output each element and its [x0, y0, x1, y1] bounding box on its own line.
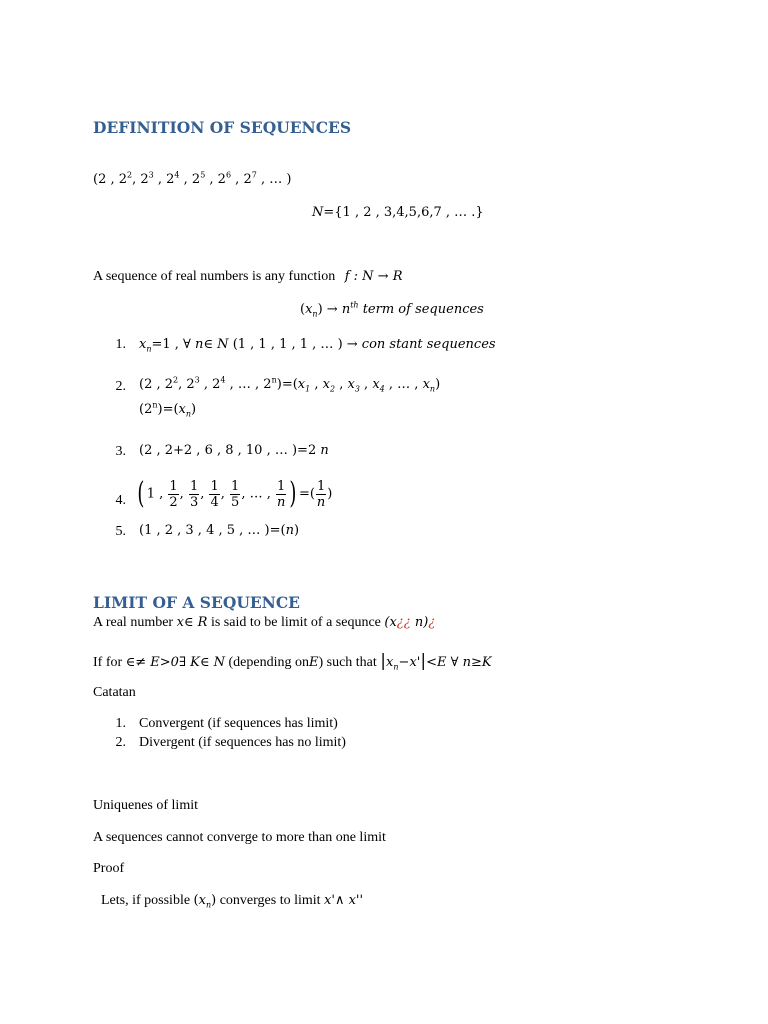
limit-condition-line: If for ∈≠ E>0∃ K∈ N (depending onE) such that $|x_n-x'|<E$ ∀ n≥K	[93, 651, 492, 672]
list-number: 4.	[115, 493, 126, 508]
proof-sequence: $(x_n)$	[193, 893, 217, 910]
list-item-constant: $x_n=1$ , ∀ n∈ N (1 , 1 , 1 , 1 , … ) → con stant sequences	[139, 337, 496, 354]
list-number: 2.	[115, 735, 126, 750]
proof-label: Proof	[93, 861, 125, 876]
limit-sequence-expression: (x¿¿ n)¿	[384, 615, 436, 630]
powers-sequence: (2 , $2^2$, $2^3$ , $2^4$ , $2^5$ , $2^6$ , $2^7$ , … )	[93, 170, 292, 187]
catatan-label: Catatan	[93, 685, 136, 700]
list-number: 2.	[115, 379, 126, 394]
nth-term: $(x_n) \to n^{th}$ term of sequences	[300, 300, 484, 319]
list-item-naturals: (1 , 2 , 3 , 4 , 5 , … )=(n)	[139, 523, 300, 538]
limit-definition-line: A real number x∈ R is said to be limit of a sequnce (x¿¿ n)¿	[93, 615, 436, 630]
list-item-powers: (2 , $2^2$, $2^3$ , $2^4$ , … , $2^n)=(x_1$ , $x_2$ , $x_3$ , $x_4$ , … , $x_n$)	[139, 375, 441, 394]
limit-inequality: $|x_n-x'|<E$ ∀ n≥K	[380, 651, 492, 672]
uniqueness-statement: A sequences cannot converge to more than one limit	[93, 830, 386, 845]
list-item-even: (2 , 2+2 , 6 , 8 , 10 , … )=2 n	[139, 443, 329, 458]
section-heading-definition: DEFINITION OF SEQUENCES	[93, 118, 352, 137]
list-item-harmonic: ( 1 , $\frac{1}{2}$ , $\frac{1}{3}$ , $\frac{1}{4}$ , $\frac{1}{5}$ , … , $\frac{1}{n}$ ) =( $\frac{1}{n}$ )	[137, 476, 333, 511]
list-number: 1.	[115, 337, 126, 352]
list-number: 1.	[115, 716, 126, 731]
list-number: 3.	[115, 444, 126, 459]
function-expression: f : N → R	[344, 269, 403, 284]
definition-text: A sequence of real numbers is any function f : N → R	[93, 269, 403, 284]
section-heading-limit: LIMIT OF A SEQUENCE	[93, 593, 300, 612]
proof-line: Lets, if possible $(x_n)$ converges to limit x'∧ x''	[101, 893, 364, 910]
note-convergent: Convergent (if sequences has limit)	[139, 716, 338, 731]
naturals-set: N={1 , 2 , 3,4,5,6,7 , … .}	[312, 205, 484, 220]
list-number: 5.	[115, 524, 126, 539]
list-item-powers-general: $(2^n)=(x_n)$	[139, 400, 197, 419]
uniqueness-title: Uniquenes of limit	[93, 798, 198, 813]
note-divergent: Divergent (if sequences has no limit)	[139, 735, 346, 750]
